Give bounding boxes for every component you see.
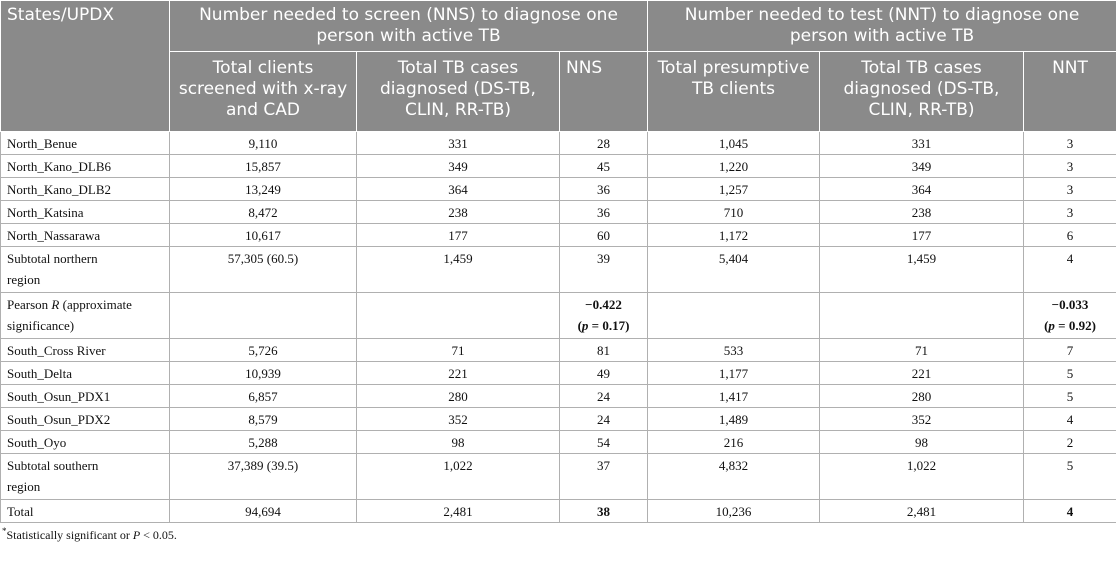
cell-presumptive: 1,257 — [648, 178, 820, 201]
cell-presumptive: 533 — [648, 339, 820, 362]
header-nnt: NNT — [1024, 52, 1116, 132]
cell-cases-nns — [357, 293, 560, 339]
cell-presumptive: 4,832 — [648, 454, 820, 500]
cell-nnt: 5 — [1024, 454, 1116, 500]
cell-nnt: 5 — [1024, 362, 1116, 385]
cell-presumptive: 216 — [648, 431, 820, 454]
cell-nns: 81 — [560, 339, 648, 362]
cell-nnt: 6 — [1024, 224, 1116, 247]
table-footnote — [0, 523, 1116, 543]
pearson-nnt-p: p — [1048, 318, 1055, 333]
cell-cases-nns: 364 — [357, 178, 560, 201]
cell-cases-nnt: 331 — [820, 132, 1024, 155]
cell-nnt: 4 — [1024, 408, 1116, 431]
cell-presumptive: 10,236 — [648, 500, 820, 523]
cell-screened: 9,110 — [170, 132, 357, 155]
row-label-line2: region — [7, 479, 41, 494]
cell-screened: 37,389 (39.5) — [170, 454, 357, 500]
cell-nns: 36 — [560, 201, 648, 224]
row-label — [1, 247, 170, 293]
cell-nns: 36 — [560, 178, 648, 201]
row-label-line1: Subtotal southern — [7, 458, 99, 473]
row-label-line2: region — [7, 272, 41, 287]
cell-cases-nnt: 1,459 — [820, 247, 1024, 293]
table-row — [1, 224, 1116, 247]
cell-cases-nnt: 2,481 — [820, 500, 1024, 523]
cell-nns: 28 — [560, 132, 648, 155]
cell-screened: 94,694 — [170, 500, 357, 523]
cell-nns-pearson — [560, 293, 648, 339]
cell-presumptive: 1,177 — [648, 362, 820, 385]
cell-cases-nns: 177 — [357, 224, 560, 247]
row-label: South_Cross River — [1, 339, 170, 362]
cell-cases-nns: 349 — [357, 155, 560, 178]
cell-presumptive: 1,417 — [648, 385, 820, 408]
row-label: North_Katsina — [1, 201, 170, 224]
pearson-nns-p-open: ( — [577, 318, 582, 333]
cell-nnt-pearson — [1024, 293, 1116, 339]
table-row-total — [1, 500, 1116, 523]
header-cases-nnt: Total TB cases diagnosed (DS-TB, CLIN, RR-TB) — [820, 52, 1024, 132]
row-label: South_Osun_PDX2 — [1, 408, 170, 431]
table-row — [1, 431, 1116, 454]
row-label: South_Osun_PDX1 — [1, 385, 170, 408]
cell-presumptive: 710 — [648, 201, 820, 224]
cell-cases-nns: 71 — [357, 339, 560, 362]
header-presumptive: Total presumptive TB clients — [648, 52, 820, 132]
cell-presumptive: 1,220 — [648, 155, 820, 178]
cell-screened: 6,857 — [170, 385, 357, 408]
cell-screened — [170, 293, 357, 339]
cell-screened: 15,857 — [170, 155, 357, 178]
header-screened: Total clients screened with x-ray and CAD — [170, 52, 357, 132]
cell-nnt: 3 — [1024, 178, 1116, 201]
cell-cases-nns: 98 — [357, 431, 560, 454]
cell-cases-nnt: 221 — [820, 362, 1024, 385]
row-label: North_Kano_DLB6 — [1, 155, 170, 178]
row-label-text2: (approximate — [59, 297, 132, 312]
pearson-nns-p-value: = 0.17) — [588, 318, 630, 333]
cell-screened: 8,472 — [170, 201, 357, 224]
cell-screened: 13,249 — [170, 178, 357, 201]
cell-nnt: 7 — [1024, 339, 1116, 362]
cell-nns: 54 — [560, 431, 648, 454]
table-row — [1, 178, 1116, 201]
cell-cases-nnt: 177 — [820, 224, 1024, 247]
pearson-nnt-value: −0.033 — [1051, 297, 1089, 312]
cell-nnt: 3 — [1024, 155, 1116, 178]
cell-screened: 10,939 — [170, 362, 357, 385]
cell-nns: 37 — [560, 454, 648, 500]
cell-cases-nns: 2,481 — [357, 500, 560, 523]
pearson-nns-value: −0.422 — [585, 297, 622, 312]
header-cases-nns: Total TB cases diagnosed (DS-TB, CLIN, RR-TB) — [357, 52, 560, 132]
table-row — [1, 155, 1116, 178]
cell-cases-nns: 280 — [357, 385, 560, 408]
cell-nns: 60 — [560, 224, 648, 247]
cell-screened: 8,579 — [170, 408, 357, 431]
row-label — [1, 454, 170, 500]
cell-nnt: 4 — [1024, 500, 1116, 523]
table-row-pearson — [1, 293, 1116, 339]
table-row — [1, 408, 1116, 431]
cell-cases-nns: 221 — [357, 362, 560, 385]
cell-nnt: 3 — [1024, 201, 1116, 224]
cell-presumptive: 5,404 — [648, 247, 820, 293]
footnote-mark: * — [2, 526, 7, 536]
cell-screened: 10,617 — [170, 224, 357, 247]
table-row-subtotal-south — [1, 454, 1116, 500]
table-row — [1, 362, 1116, 385]
header-states: States/UPDX — [1, 1, 170, 132]
table-row — [1, 201, 1116, 224]
cell-screened: 57,305 (60.5) — [170, 247, 357, 293]
row-label: North_Nassarawa — [1, 224, 170, 247]
row-label: Total — [1, 500, 170, 523]
cell-nns: 24 — [560, 408, 648, 431]
cell-cases-nnt: 364 — [820, 178, 1024, 201]
footnote-p: P — [132, 528, 141, 542]
cell-cases-nns: 1,459 — [357, 247, 560, 293]
cell-cases-nnt: 349 — [820, 155, 1024, 178]
cell-cases-nnt: 98 — [820, 431, 1024, 454]
cell-presumptive: 1,045 — [648, 132, 820, 155]
row-label: South_Oyo — [1, 431, 170, 454]
cell-cases-nns: 1,022 — [357, 454, 560, 500]
cell-presumptive — [648, 293, 820, 339]
row-label-text: Pearson — [7, 297, 52, 312]
cell-nns: 45 — [560, 155, 648, 178]
cell-nns: 39 — [560, 247, 648, 293]
row-label: North_Kano_DLB2 — [1, 178, 170, 201]
cell-nnt: 2 — [1024, 431, 1116, 454]
row-label: North_Benue — [1, 132, 170, 155]
cell-nnt: 5 — [1024, 385, 1116, 408]
cell-cases-nnt: 1,022 — [820, 454, 1024, 500]
cell-nnt: 3 — [1024, 132, 1116, 155]
table-row-subtotal-north — [1, 247, 1116, 293]
cell-cases-nns: 352 — [357, 408, 560, 431]
table-row — [1, 339, 1116, 362]
cell-nns: 38 — [560, 500, 648, 523]
cell-cases-nnt: 71 — [820, 339, 1024, 362]
header-nnt-group: Number needed to test (NNT) to diagnose one person with active TB — [648, 1, 1116, 52]
pearson-nnt-p-open: ( — [1044, 318, 1049, 333]
cell-nns: 24 — [560, 385, 648, 408]
footnote-text-b: < 0.05. — [140, 528, 177, 542]
cell-nns: 49 — [560, 362, 648, 385]
pearson-nns-p: p — [581, 318, 589, 333]
row-label-line2: significance) — [7, 318, 75, 333]
row-label-line1: Subtotal northern — [7, 251, 98, 266]
cell-screened: 5,726 — [170, 339, 357, 362]
footnote-text-a: Statistically significant or — [6, 528, 133, 542]
cell-cases-nns: 331 — [357, 132, 560, 155]
header-nns: NNS — [560, 52, 648, 132]
cell-screened: 5,288 — [170, 431, 357, 454]
cell-nnt: 4 — [1024, 247, 1116, 293]
cell-cases-nnt: 280 — [820, 385, 1024, 408]
row-label — [1, 293, 170, 339]
cell-presumptive: 1,489 — [648, 408, 820, 431]
cell-cases-nns: 238 — [357, 201, 560, 224]
row-label-r: R — [51, 297, 60, 312]
cell-cases-nnt: 238 — [820, 201, 1024, 224]
pearson-nnt-p-value: = 0.92) — [1054, 318, 1096, 333]
cell-cases-nnt: 352 — [820, 408, 1024, 431]
header-nns-group: Number needed to screen (NNS) to diagnose one person with active TB — [170, 1, 648, 52]
cell-presumptive: 1,172 — [648, 224, 820, 247]
table-row — [1, 132, 1116, 155]
cell-cases-nnt — [820, 293, 1024, 339]
table-row — [1, 385, 1116, 408]
row-label: South_Delta — [1, 362, 170, 385]
